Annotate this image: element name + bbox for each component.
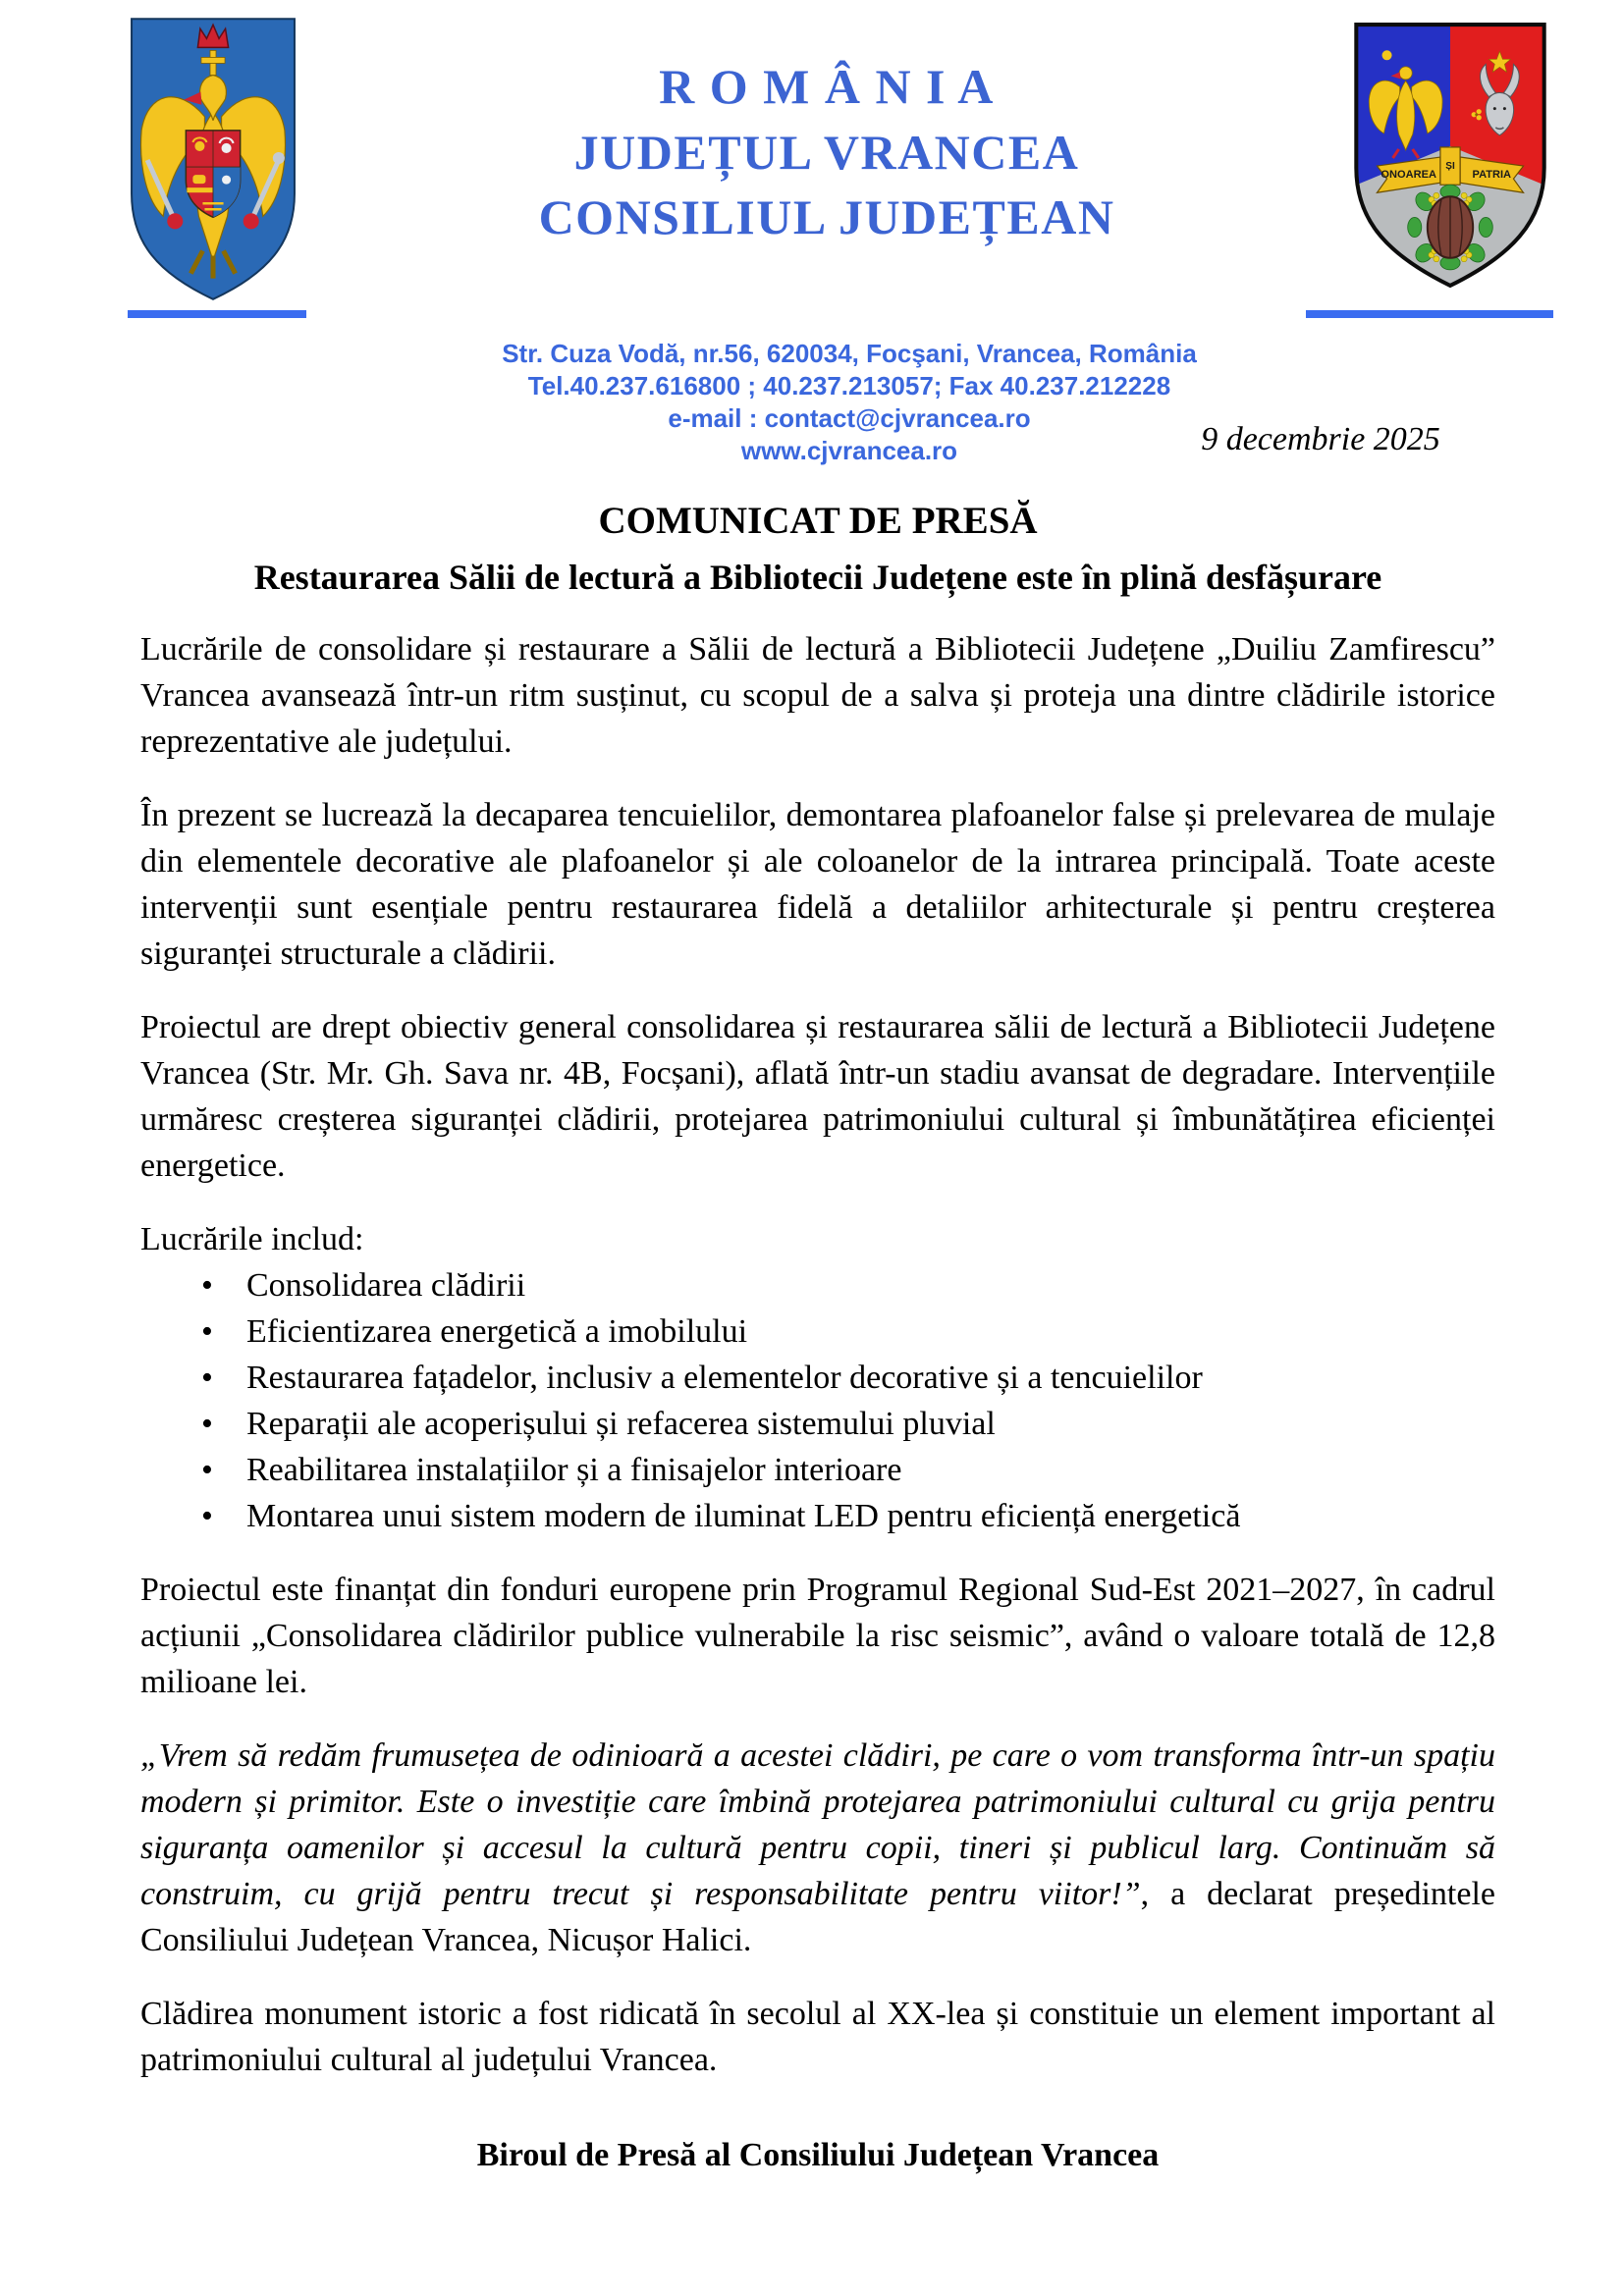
right-emblem-underline bbox=[1306, 310, 1553, 318]
works-list-intro: Lucrările includ: bbox=[140, 1221, 364, 1257]
vrancea-motto-right: PATRIA bbox=[1472, 169, 1512, 182]
header-country: R O M Â N I A bbox=[659, 59, 995, 114]
paragraph-current-works: În prezent se lucrează la decaparea tencuielilor, demontarea plafoanelor false și prelevarea de mulaje din elementele decorative ale plafoanelor și ale coloanelor de la intrarea principală. Toate aceste intervenții sunt esențiale pentru restaurarea fidelă a detaliilor arhitecturale și pentru creșterea siguranței structurale a clădirii. bbox=[140, 797, 1495, 972]
quote-attribution: , a declarat președintele Consiliului Județean Vrancea, Nicușor Halici. bbox=[140, 1876, 1495, 1958]
header-council: CONSILIUL JUDEȚEAN bbox=[538, 189, 1115, 244]
document-date: 9 decembrie 2025 bbox=[1201, 421, 1440, 457]
vrancea-motto-mid: ȘI bbox=[1445, 161, 1455, 173]
vrancea-motto-left: ONOAREA bbox=[1380, 169, 1436, 182]
vrancea-coat-of-arms-icon bbox=[1349, 18, 1551, 293]
address-email: e-mail : contact@cjvrancea.ro bbox=[668, 403, 1031, 433]
document-body bbox=[140, 499, 1495, 2178]
paragraph-intro: Lucrările de consolidare și restaurare a Sălii de lectură a Bibliotecii Județene „Duiliu Zamfirescu” Vrancea avansează într-un ritm susținut, cu scopul de a salva și proteja una dintre clădirile istorice reprezentative ale județului. bbox=[140, 631, 1495, 760]
works-list bbox=[140, 1262, 1495, 1539]
address-phone: Tel.40.237.616800 ; 40.237.213057; Fax 40.237.212228 bbox=[527, 371, 1171, 400]
list-item: • Montarea unui sistem modern de iluminat LED pentru eficiență energetică bbox=[201, 1493, 1495, 1539]
romania-coat-of-arms-icon bbox=[124, 14, 302, 304]
list-item: • Restaurarea fațadelor, inclusiv a elementelor decorative și a tencuielilor bbox=[201, 1355, 1495, 1401]
paragraph-objective: Proiectul are drept obiectiv general consolidarea și restaurarea sălii de lectură a Bibliotecii Județene Vrancea (Str. Mr. Gh. Sava nr. 4B, Focșani), aflată într-un stadiu avansat de degradare. Intervențiile urmăresc creșterea siguranței clădirii, protejarea patrimoniului cultural și îmbunătățirea eficienței energetice. bbox=[140, 1009, 1495, 1184]
list-item: • Consolidarea clădirii bbox=[201, 1262, 1495, 1308]
list-item: • Reparații ale acoperișului și refacerea sistemului pluvial bbox=[201, 1401, 1495, 1447]
romania-coat-of-arms bbox=[124, 14, 302, 304]
paragraph-funding: Proiectul este finanțat din fonduri europene prin Programul Regional Sud-Est 2021–2027, în cadrul acțiunii „Consolidarea clădirilor publice vulnerabile la risc seismic”, având o valoare totală de 12,8 milioane lei. bbox=[140, 1572, 1495, 1700]
list-item: • Eficientizarea energetică a imobilului bbox=[201, 1308, 1495, 1355]
header-county: JUDEȚUL VRANCEA bbox=[573, 125, 1080, 180]
list-item: • Reabilitarea instalațiilor și a finisajelor interioare bbox=[201, 1447, 1495, 1493]
press-office-signature: Biroul de Presă al Consiliului Județean Vrancea bbox=[476, 2137, 1160, 2173]
address-website: www.cjvrancea.ro bbox=[740, 436, 958, 465]
address-street: Str. Cuza Vodă, nr.56, 620034, Focşani, Vrancea, România bbox=[502, 339, 1197, 368]
press-release-title: COMUNICAT DE PRESĂ bbox=[598, 500, 1038, 542]
quote-text: „Vrem să redăm frumusețea de odinioară a acestei clădiri, pe care o vom transforma într-un spațiu modern și primitor. Este o investiție care îmbină protejarea patrimoniului cultural cu grija pentru siguranța oamenilor și accesul la cultură pentru copii, tineri și publicul larg. Continuăm să construim, cu grijă pentru trecut și responsabilitate pentru viitor!” bbox=[140, 1737, 1495, 1912]
paragraph-closing: Clădirea monument istoric a fost ridicată în secolul al XX-lea și constituie un element important al patrimoniului cultural al județului Vrancea. bbox=[140, 1996, 1495, 2078]
press-release-subtitle: Restaurarea Sălii de lectură a Bibliotecii Județene este în plină desfășurare bbox=[253, 558, 1382, 597]
vrancea-coat-of-arms bbox=[1349, 18, 1551, 293]
header-titles bbox=[304, 53, 1349, 249]
left-emblem-underline bbox=[128, 310, 306, 318]
paragraph-quote bbox=[140, 1733, 1495, 1963]
